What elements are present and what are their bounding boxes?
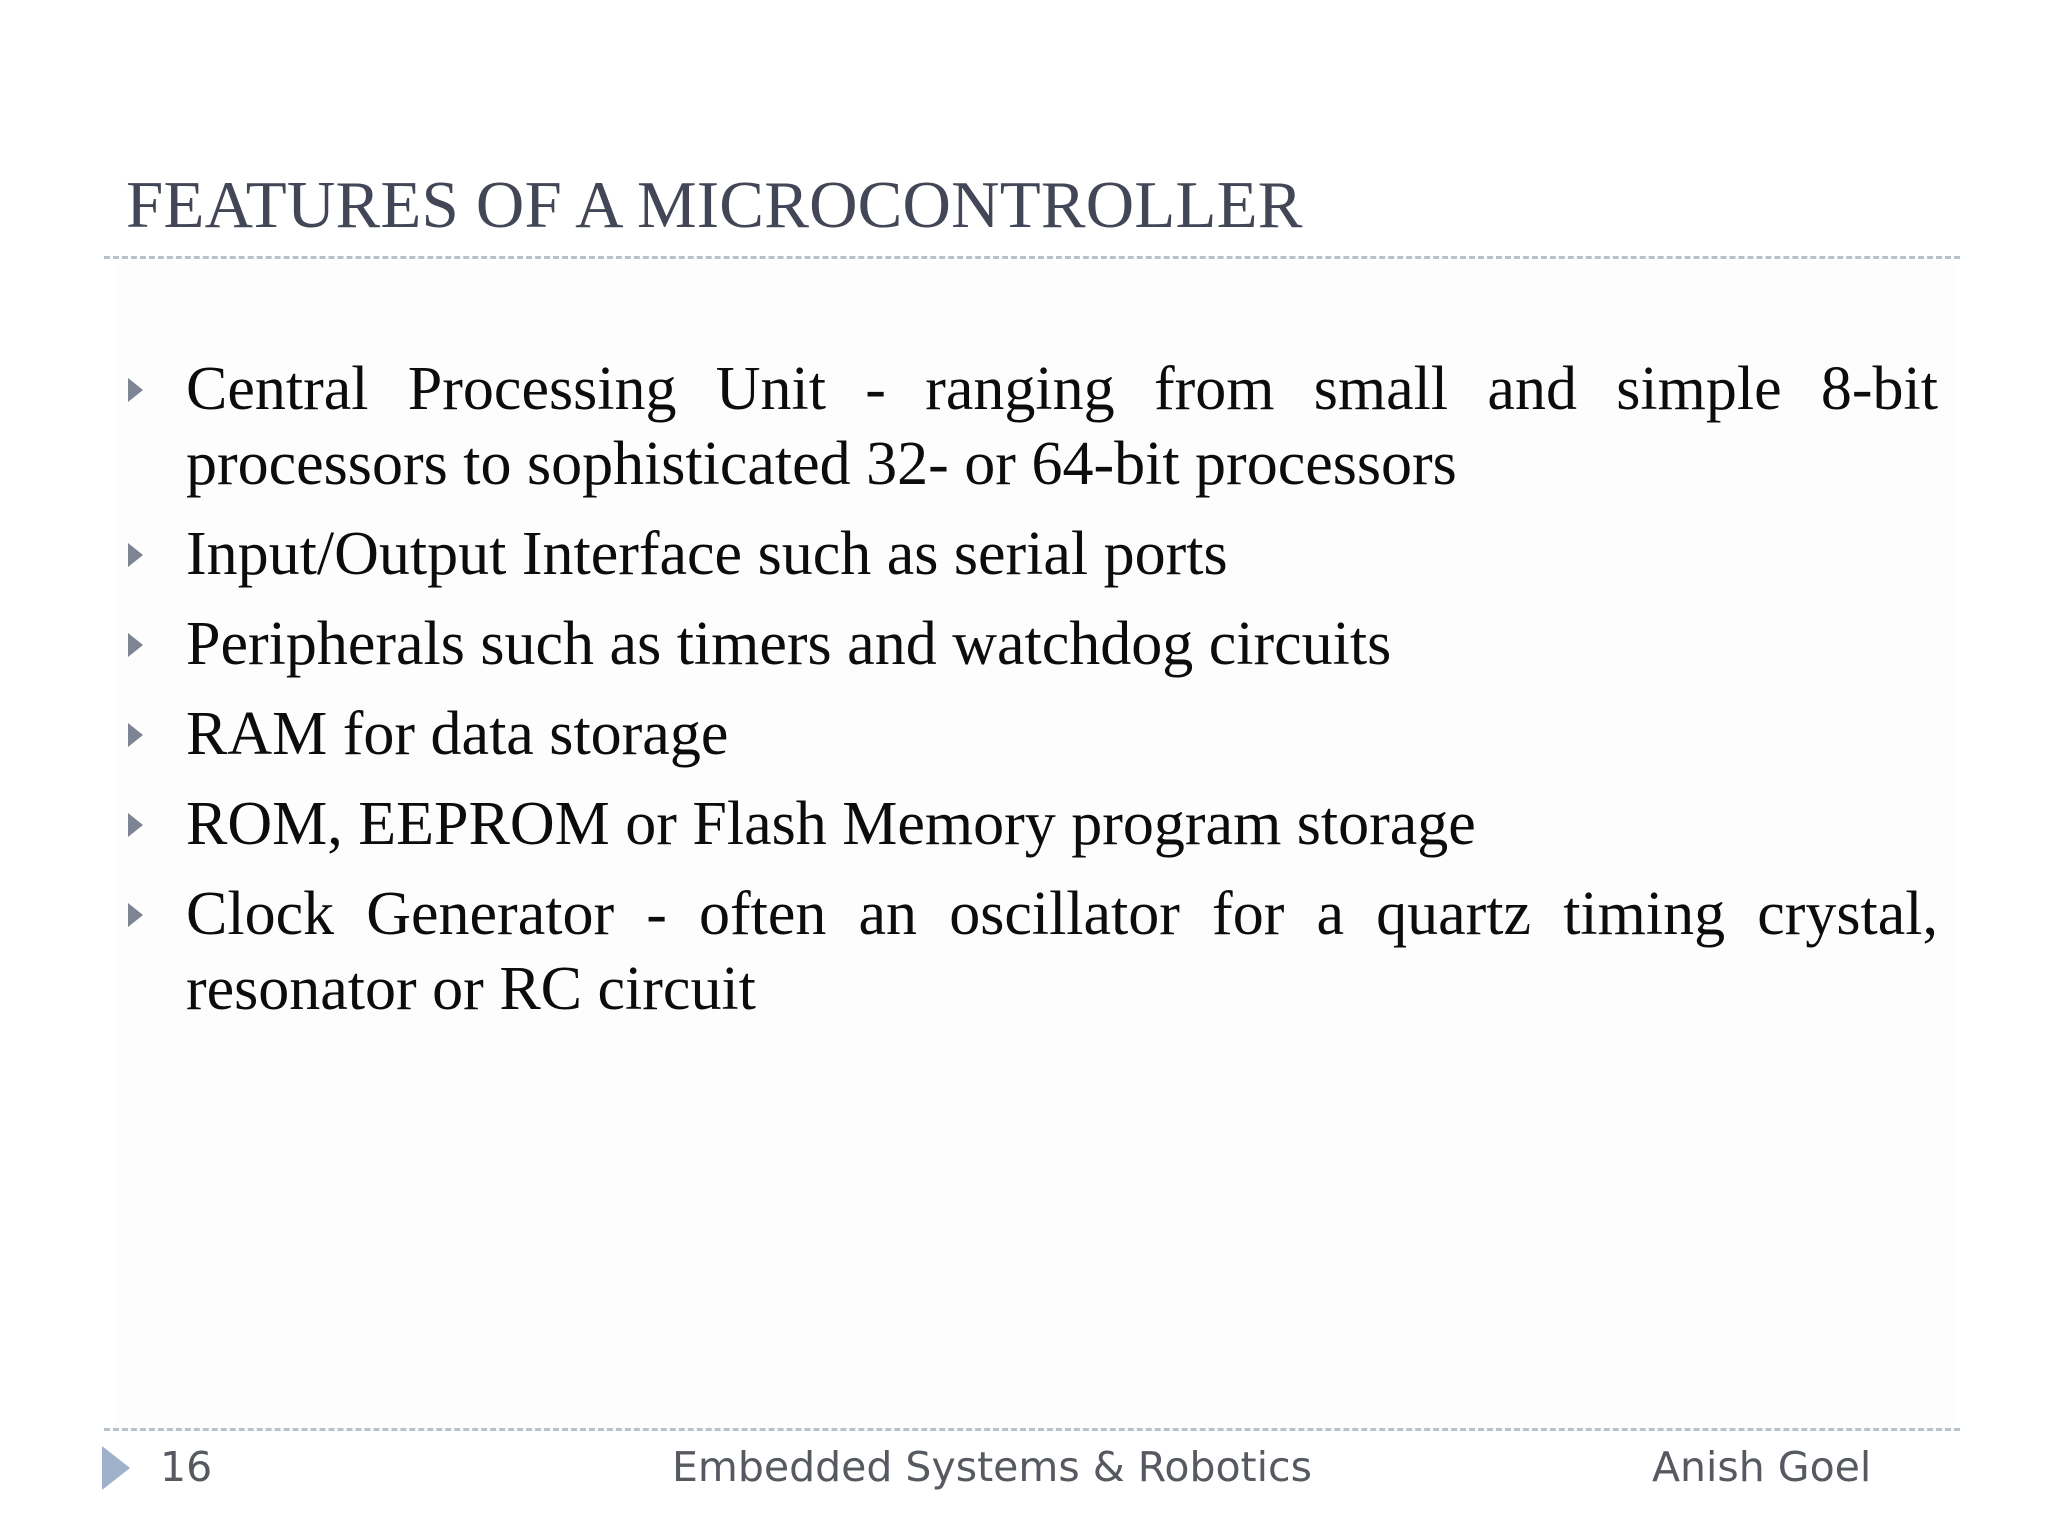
- bullet-text: RAM for data storage: [186, 700, 729, 768]
- title-divider: [104, 256, 1960, 259]
- page-number: 16: [160, 1443, 213, 1491]
- footer-author-name: Anish Goel: [1652, 1443, 1872, 1491]
- bullet-text: ROM, EEPROM or Flash Memory program storage: [186, 790, 1476, 858]
- bullet-item: [120, 352, 1938, 502]
- triangle-bullet-icon: [128, 903, 143, 927]
- triangle-arrow-icon: [102, 1446, 130, 1490]
- triangle-bullet-icon: [128, 723, 143, 747]
- bullet-list: [120, 352, 1938, 1042]
- bullet-item: [120, 697, 1938, 772]
- bullet-text: Clock Generator - often an oscillator for a quartz timing crystal, resonator or RC circuit: [186, 880, 1938, 1023]
- bullet-text: Input/Output Interface such as serial ports: [186, 520, 1228, 588]
- bullet-item: [120, 787, 1938, 862]
- bullet-text: Central Processing Unit - ranging from small and simple 8-bit processors to sophisticated 32- or 64-bit processors: [186, 355, 1938, 498]
- bullet-item: [120, 877, 1938, 1027]
- footer-course-name: Embedded Systems & Robotics: [672, 1443, 1312, 1491]
- triangle-bullet-icon: [128, 543, 143, 567]
- bullet-item: [120, 517, 1938, 592]
- bullet-text: Peripherals such as timers and watchdog circuits: [186, 610, 1392, 678]
- footer-divider: [104, 1428, 1960, 1431]
- bullet-item: [120, 607, 1938, 682]
- triangle-bullet-icon: [128, 378, 143, 402]
- triangle-bullet-icon: [128, 633, 143, 657]
- slide-title: FEATURES OF A MICROCONTROLLER: [126, 168, 1303, 242]
- triangle-bullet-icon: [128, 813, 143, 837]
